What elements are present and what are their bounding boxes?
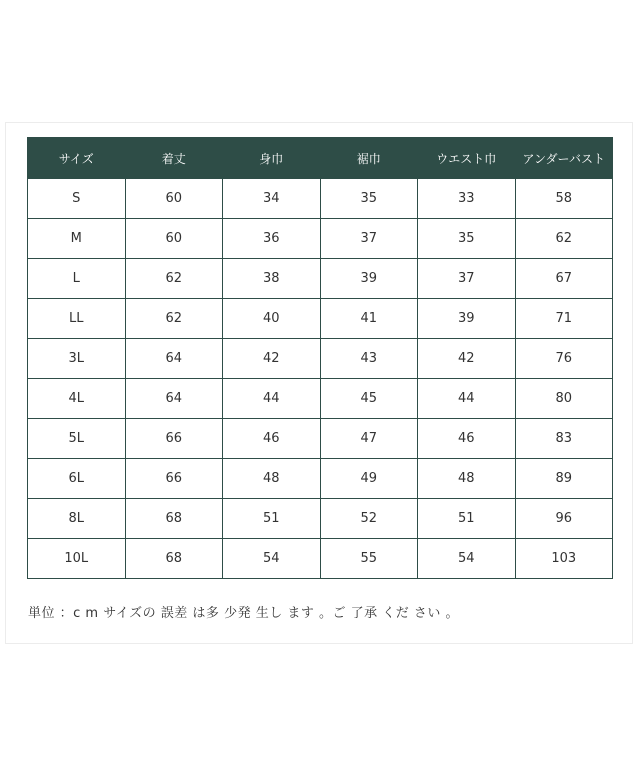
cell-waist-width: 42 xyxy=(418,339,516,379)
table-row xyxy=(28,419,613,459)
table-row xyxy=(28,539,613,579)
cell-waist-width: 37 xyxy=(418,259,516,299)
cell-hem-width: 55 xyxy=(320,539,418,579)
cell-waist-width: 44 xyxy=(418,379,516,419)
cell-body-width: 40 xyxy=(223,299,321,339)
table-row xyxy=(28,379,613,419)
cell-waist-width: 46 xyxy=(418,419,516,459)
cell-hem-width: 39 xyxy=(320,259,418,299)
cell-body-width: 42 xyxy=(223,339,321,379)
table-row xyxy=(28,339,613,379)
cell-body-width: 51 xyxy=(223,499,321,539)
cell-size: LL xyxy=(28,299,126,339)
table-row xyxy=(28,179,613,219)
cell-underbust: 83 xyxy=(515,419,613,459)
size-table xyxy=(27,137,613,579)
cell-size: S xyxy=(28,179,126,219)
cell-size: 8L xyxy=(28,499,126,539)
cell-body-width: 48 xyxy=(223,459,321,499)
cell-hem-width: 49 xyxy=(320,459,418,499)
header-size: サイズ xyxy=(28,138,126,179)
cell-waist-width: 33 xyxy=(418,179,516,219)
cell-underbust: 96 xyxy=(515,499,613,539)
measurement-note: 単位 ：c m サイズの 誤差 は多 少発 生し ます 。ご 了承 くだ さい 。 xyxy=(28,606,459,621)
cell-waist-width: 35 xyxy=(418,219,516,259)
cell-size: 4L xyxy=(28,379,126,419)
cell-length: 68 xyxy=(125,499,223,539)
cell-length: 62 xyxy=(125,299,223,339)
cell-underbust: 62 xyxy=(515,219,613,259)
cell-body-width: 54 xyxy=(223,539,321,579)
cell-length: 62 xyxy=(125,259,223,299)
cell-hem-width: 47 xyxy=(320,419,418,459)
cell-underbust: 103 xyxy=(515,539,613,579)
cell-length: 60 xyxy=(125,219,223,259)
cell-hem-width: 35 xyxy=(320,179,418,219)
cell-size: 5L xyxy=(28,419,126,459)
cell-underbust: 67 xyxy=(515,259,613,299)
cell-body-width: 34 xyxy=(223,179,321,219)
cell-body-width: 46 xyxy=(223,419,321,459)
cell-underbust: 80 xyxy=(515,379,613,419)
cell-waist-width: 39 xyxy=(418,299,516,339)
cell-hem-width: 45 xyxy=(320,379,418,419)
cell-size: M xyxy=(28,219,126,259)
cell-underbust: 89 xyxy=(515,459,613,499)
header-body-width: 身巾 xyxy=(223,138,321,179)
table-row xyxy=(28,459,613,499)
header-length: 着丈 xyxy=(125,138,223,179)
cell-underbust: 58 xyxy=(515,179,613,219)
cell-waist-width: 48 xyxy=(418,459,516,499)
cell-size: 3L xyxy=(28,339,126,379)
cell-length: 68 xyxy=(125,539,223,579)
cell-hem-width: 43 xyxy=(320,339,418,379)
cell-size: L xyxy=(28,259,126,299)
table-row xyxy=(28,499,613,539)
header-hem-width: 裾巾 xyxy=(320,138,418,179)
cell-body-width: 44 xyxy=(223,379,321,419)
cell-length: 64 xyxy=(125,339,223,379)
cell-body-width: 36 xyxy=(223,219,321,259)
header-waist-width: ウエスト巾 xyxy=(418,138,516,179)
cell-hem-width: 37 xyxy=(320,219,418,259)
cell-length: 64 xyxy=(125,379,223,419)
header-underbust: アンダーバスト xyxy=(515,138,613,179)
cell-length: 60 xyxy=(125,179,223,219)
cell-hem-width: 41 xyxy=(320,299,418,339)
table-row xyxy=(28,219,613,259)
cell-underbust: 76 xyxy=(515,339,613,379)
cell-length: 66 xyxy=(125,459,223,499)
cell-waist-width: 54 xyxy=(418,539,516,579)
cell-hem-width: 52 xyxy=(320,499,418,539)
cell-underbust: 71 xyxy=(515,299,613,339)
cell-waist-width: 51 xyxy=(418,499,516,539)
cell-length: 66 xyxy=(125,419,223,459)
table-row xyxy=(28,299,613,339)
cell-size: 6L xyxy=(28,459,126,499)
table-header-row xyxy=(28,138,613,179)
cell-size: 10L xyxy=(28,539,126,579)
table-row xyxy=(28,259,613,299)
cell-body-width: 38 xyxy=(223,259,321,299)
